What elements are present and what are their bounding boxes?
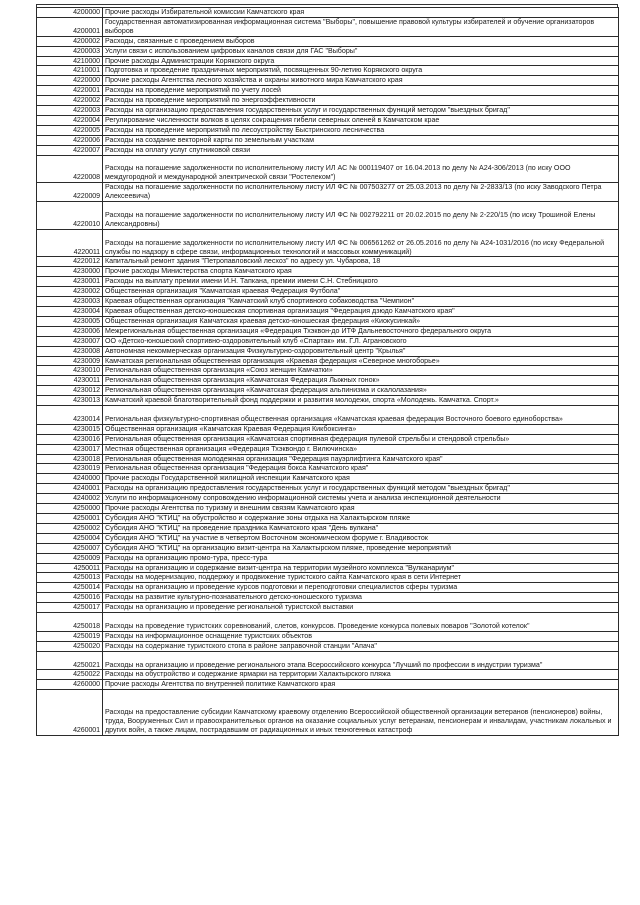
row-code: 4250020 xyxy=(37,641,103,651)
table-row xyxy=(37,444,619,454)
table-row xyxy=(37,583,619,593)
row-code: 4200001 xyxy=(37,17,103,36)
table-row xyxy=(37,484,619,494)
row-code: 4230015 xyxy=(37,424,103,434)
table-row xyxy=(37,145,619,155)
row-description: Прочие расходы Министерства спорта Камчатского края xyxy=(103,267,619,277)
row-code: 4220004 xyxy=(37,115,103,125)
table-row xyxy=(37,533,619,543)
row-code: 4260000 xyxy=(37,680,103,690)
row-description: Расходы на создание векторной карты по земельным участкам xyxy=(103,135,619,145)
row-description: Региональная общественная организация "Федерация бокса Камчатского края" xyxy=(103,464,619,474)
table-row xyxy=(37,56,619,66)
row-description: Расходы на организацию предоставления государственных услуг и государственных функций методом "выездных бригад" xyxy=(103,484,619,494)
row-description: Расходы на проведение мероприятий по учету лосей xyxy=(103,86,619,96)
table-row xyxy=(37,613,619,632)
row-code: 4220009 xyxy=(37,183,103,202)
row-description: Расходы на погашение задолженности по исполнительному листу ИЛ ФС № 006561262 от 26.05.2016 по делу № А24-1031/2016 (по иску Федеральной службы по надзору в сфере связи, информационных технологий и массовых коммуникаций) xyxy=(103,229,619,257)
table-row xyxy=(37,229,619,257)
table-row xyxy=(37,573,619,583)
row-code: 4230008 xyxy=(37,346,103,356)
row-code: 4230012 xyxy=(37,386,103,396)
table-row xyxy=(37,680,619,690)
row-code: 4230013 xyxy=(37,396,103,406)
table-row xyxy=(37,366,619,376)
row-code: 4230016 xyxy=(37,434,103,444)
row-code: 4250022 xyxy=(37,670,103,680)
row-description: Расходы на предоставление субсидии Камчатскому краевому отделению Всероссийской общественной организации ветеранов (пенсионеров) войны, труда, Вооруженных Сил и правоохранительных органов на оказание социальных услуг ветеранам, пенсионерам и инвалидам, участникам локальных и других войн, а также лицам, пострадавшим от радиационных и иных техногенных катастроф xyxy=(103,690,619,736)
row-code: 4240001 xyxy=(37,484,103,494)
table-row xyxy=(37,424,619,434)
table-row xyxy=(37,46,619,56)
table-row xyxy=(37,125,619,135)
row-code: 4220010 xyxy=(37,202,103,230)
row-code: 4260001 xyxy=(37,690,103,736)
row-code: 4230009 xyxy=(37,356,103,366)
row-code: 4230005 xyxy=(37,316,103,326)
table-row xyxy=(37,603,619,613)
table-row xyxy=(37,494,619,504)
row-code: 4240002 xyxy=(37,494,103,504)
row-description: Местная общественная организация «Федерация Тхэквондо г. Вилючинска» xyxy=(103,444,619,454)
table-row xyxy=(37,66,619,76)
table-row xyxy=(37,631,619,641)
table-row xyxy=(37,86,619,96)
table-row xyxy=(37,543,619,553)
row-description: Расходы на оплату услуг спутниковой связи xyxy=(103,145,619,155)
row-code: 4250017 xyxy=(37,603,103,613)
row-description: Прочие расходы Избирательной комиссии Камчатского края xyxy=(103,8,619,18)
row-code: 4250004 xyxy=(37,533,103,543)
row-code: 4220011 xyxy=(37,229,103,257)
row-description: Общественная организация Камчатская краевая детско-юношеская федерация «Киокусинкай» xyxy=(103,316,619,326)
row-description: Расходы на погашение задолженности по исполнительному листу ИЛ АС № 000119407 от 16.04.2013 по делу № А24-306/2013 (по иску ООО междугородной и международной электрической связи "Ростелеком") xyxy=(103,155,619,183)
row-code: 4230010 xyxy=(37,366,103,376)
row-description: Регулирование численности волков в целях сокращения гибели северных оленей в Камчатском крае xyxy=(103,115,619,125)
row-description: Субсидия АНО "КТИЦ" на проведение праздника Камчатского края "День вулкана" xyxy=(103,523,619,533)
table-row xyxy=(37,641,619,651)
table-row xyxy=(37,396,619,406)
row-description: Капитальный ремонт здания "Петропавловский лесхоз" по адресу ул. Чубарова, 18 xyxy=(103,257,619,267)
row-description: Подготовка и проведение праздничных мероприятий, посвященных 90-летию Корякского округа xyxy=(103,66,619,76)
row-description: Расходы на информационное оснащение туристских объектов xyxy=(103,631,619,641)
row-code: 4250001 xyxy=(37,514,103,524)
row-code: 4230007 xyxy=(37,336,103,346)
row-code: 4250007 xyxy=(37,543,103,553)
table-row xyxy=(37,474,619,484)
row-description: Расходы на организацию промо-тура, пресс-тура xyxy=(103,553,619,563)
table-row xyxy=(37,454,619,464)
row-code: 4230018 xyxy=(37,454,103,464)
row-code: 4220005 xyxy=(37,125,103,135)
row-code: 4250021 xyxy=(37,651,103,670)
table-row xyxy=(37,96,619,106)
row-code: 4230017 xyxy=(37,444,103,454)
row-description: Общественная организация «Камчатская Краевая Федерация Кикбоксинга» xyxy=(103,424,619,434)
row-code: 4230011 xyxy=(37,376,103,386)
row-description: Расходы на погашение задолженности по исполнительному листу ИЛ ФС № 002792211 от 20.02.2015 по делу № 2-220/15 (по иску Трошиной Елены Александровны) xyxy=(103,202,619,230)
table-row xyxy=(37,316,619,326)
row-code: 4200003 xyxy=(37,46,103,56)
expense-codes-table xyxy=(36,7,619,736)
table-row xyxy=(37,346,619,356)
row-code: 4240000 xyxy=(37,474,103,484)
row-description: Региональная общественная молодежная организация "Федерация пауэрлифтинга Камчатского края" xyxy=(103,454,619,464)
row-description: Расходы на проведение мероприятий по лесоустройству Быстринского лесничества xyxy=(103,125,619,135)
row-code: 4230019 xyxy=(37,464,103,474)
table-row xyxy=(37,183,619,202)
row-description: Камчатская региональная общественная организация «Краевая федерация «Северное многоборье» xyxy=(103,356,619,366)
row-description: Прочие расходы Администрации Корякского округа xyxy=(103,56,619,66)
table-row xyxy=(37,76,619,86)
row-description: Региональная общественная организация «Камчатская Федерация Лыжных гонок» xyxy=(103,376,619,386)
table-body xyxy=(37,8,619,736)
row-code: 4220008 xyxy=(37,155,103,183)
row-code: 4230014 xyxy=(37,406,103,425)
row-code: 4210001 xyxy=(37,66,103,76)
row-description: Расходы на погашение задолженности по исполнительному листу ИЛ ФС № 007503277 от 25.03.2013 по делу № 2-2833/13 (по иску Заводского Петра Алексеевича) xyxy=(103,183,619,202)
table-row xyxy=(37,651,619,670)
row-code: 4250000 xyxy=(37,504,103,514)
row-description: Государственная автоматизированная информационная система "Выборы", повышение правовой культуры избирателей и обучение организаторов выборов xyxy=(103,17,619,36)
table-row xyxy=(37,115,619,125)
budget-classifier-page xyxy=(36,4,618,736)
row-description: Расходы на модернизацию, поддержку и продвижение туристского сайта Камчатского края в сети Интернет xyxy=(103,573,619,583)
row-code: 4220012 xyxy=(37,257,103,267)
table-row xyxy=(37,514,619,524)
row-code: 4230003 xyxy=(37,297,103,307)
table-row xyxy=(37,155,619,183)
table-row xyxy=(37,670,619,680)
row-description: Межрегиональная общественная организация «Федерация Тхэквон-до ИТФ Дальневосточного федерального округа xyxy=(103,326,619,336)
row-description: Расходы на организацию и проведение региональной туристской выставки xyxy=(103,603,619,613)
row-code: 4220007 xyxy=(37,145,103,155)
row-description: Региональная физкультурно-спортивная общественная организация «Камчатская краевая федерация Восточного боевого единоборства» xyxy=(103,406,619,425)
table-row xyxy=(37,434,619,444)
row-description: Расходы, связанные с проведением выборов xyxy=(103,36,619,46)
row-code: 4250019 xyxy=(37,631,103,641)
row-code: 4220001 xyxy=(37,86,103,96)
row-description: Субсидия АНО "КТИЦ" на обустройство и содержание зоны отдыха на Халактырском пляже xyxy=(103,514,619,524)
table-row xyxy=(37,406,619,425)
row-description: Краевая общественная детско-юношеская спортивная организация "Федерация дзюдо Камчатского края" xyxy=(103,307,619,317)
row-code: 4230006 xyxy=(37,326,103,336)
table-row xyxy=(37,336,619,346)
row-description: Региональная общественная организация «Союз женщин Камчатки» xyxy=(103,366,619,376)
row-code: 4220002 xyxy=(37,96,103,106)
row-code: 4220003 xyxy=(37,106,103,116)
table-row xyxy=(37,553,619,563)
row-code: 4200000 xyxy=(37,8,103,18)
row-description: Прочие расходы Государственной жилищной инспекции Камчатского края xyxy=(103,474,619,484)
row-description: Краевая общественная организация "Камчатский клуб спортивного собаководства "Чемпион" xyxy=(103,297,619,307)
table-row xyxy=(37,135,619,145)
table-row xyxy=(37,307,619,317)
table-row xyxy=(37,17,619,36)
row-code: 4250016 xyxy=(37,593,103,603)
table-row xyxy=(37,356,619,366)
row-description: Прочие расходы Агентства лесного хозяйства и охраны животного мира Камчатского края xyxy=(103,76,619,86)
table-row xyxy=(37,690,619,736)
row-code: 4250014 xyxy=(37,583,103,593)
row-description: ОО «Детско-юношеский спортивно-оздоровительный клуб «Спартак» им. Г.Л. Аграновского xyxy=(103,336,619,346)
table-row xyxy=(37,376,619,386)
table-row xyxy=(37,523,619,533)
table-row xyxy=(37,386,619,396)
row-code: 4230002 xyxy=(37,287,103,297)
row-description: Субсидия АНО "КТИЦ" на участие в четвертом Восточном экономическом форуме г. Владивосток xyxy=(103,533,619,543)
table-row xyxy=(37,563,619,573)
row-description: Общественная организация "Камчатская краевая Федерация Футбола" xyxy=(103,287,619,297)
row-description: Расходы на организацию предоставления государственных услуг и государственных функций методом "выездных бригад" xyxy=(103,106,619,116)
table-row xyxy=(37,326,619,336)
table-row xyxy=(37,287,619,297)
table-row xyxy=(37,297,619,307)
row-code: 4230001 xyxy=(37,277,103,287)
row-description: Услуги по информационному сопровождению информационной системы учета и анализа инспекционной деятельности xyxy=(103,494,619,504)
table-row xyxy=(37,277,619,287)
row-description: Расходы на проведение туристских соревнований, слетов, конкурсов. Проведение конкурса полевых поваров "Золотой котелок" xyxy=(103,613,619,632)
table-row xyxy=(37,464,619,474)
row-description: Субсидия АНО "КТИЦ" на организацию визит-центра на Халактырском пляже, проведение мероприятий xyxy=(103,543,619,553)
row-description: Расходы на выплату премии имени И.Н. Тапкана, премии имени С.Н. Стебницкого xyxy=(103,277,619,287)
row-code: 4250002 xyxy=(37,523,103,533)
row-description: Региональная общественная организация «Камчатская федерация альпинизма и скалолазания» xyxy=(103,386,619,396)
table-row xyxy=(37,504,619,514)
row-code: 4210000 xyxy=(37,56,103,66)
row-description: Автономная некоммерческая организация Физкультурно-оздоровительный центр "Крылья" xyxy=(103,346,619,356)
table-row xyxy=(37,36,619,46)
table-row xyxy=(37,593,619,603)
row-description: Услуги связи с использованием цифровых каналов связи для ГАС "Выборы" xyxy=(103,46,619,56)
row-description: Расходы на организацию и проведение курсов подготовки и переподготовки специалистов сферы туризма xyxy=(103,583,619,593)
row-code: 4230000 xyxy=(37,267,103,277)
table-row xyxy=(37,202,619,230)
table-row xyxy=(37,8,619,18)
row-code: 4220000 xyxy=(37,76,103,86)
row-description: Расходы на проведение мероприятий по энергоэффективности xyxy=(103,96,619,106)
row-code: 4250018 xyxy=(37,613,103,632)
row-description: Прочие расходы Агентства по туризму и внешним связям Камчатского края xyxy=(103,504,619,514)
row-description: Камчатский краевой благотворительный фонд поддержки и развития молодежи, спорта «Молодежь. Камчатка. Спорт.» xyxy=(103,396,619,406)
row-description: Прочие расходы Агентства по внутренней политике Камчатского края xyxy=(103,680,619,690)
row-description: Расходы на развитие культурно-познавательного детско-юношеского туризма xyxy=(103,593,619,603)
row-description: Расходы на организацию и проведение регионального этапа Всероссийского конкурса "Лучший по профессии в индустрии туризма" xyxy=(103,651,619,670)
row-code: 4220006 xyxy=(37,135,103,145)
row-description: Расходы на организацию и содержание визит-центра на территории музейного комплекса "Вулканариум" xyxy=(103,563,619,573)
row-code: 4250009 xyxy=(37,553,103,563)
row-code: 4230004 xyxy=(37,307,103,317)
row-description: Расходы на содержание туристского стопа в районе заправочной станции "Апача" xyxy=(103,641,619,651)
table-row xyxy=(37,106,619,116)
row-code: 4250011 xyxy=(37,563,103,573)
row-description: Расходы на обустройство и содержание ярмарки на территории Халактырского пляжа xyxy=(103,670,619,680)
table-row xyxy=(37,257,619,267)
row-code: 4250013 xyxy=(37,573,103,583)
row-description: Региональная общественная организация «Камчатская спортивная федерация пулевой стрельбы и стендовой стрельбы» xyxy=(103,434,619,444)
row-code: 4200002 xyxy=(37,36,103,46)
table-row xyxy=(37,267,619,277)
